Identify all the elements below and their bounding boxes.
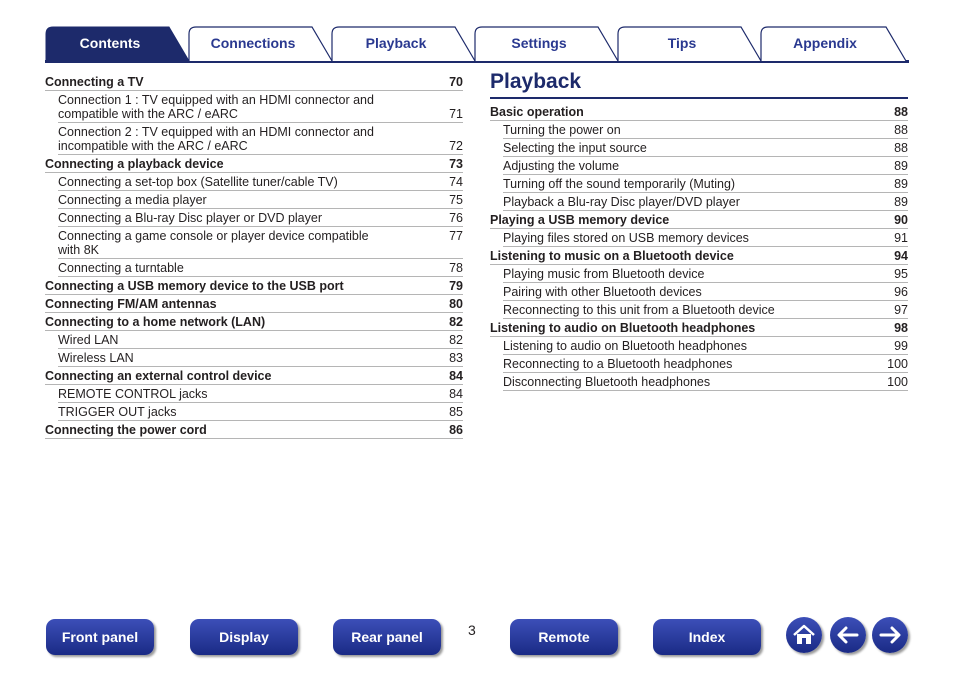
toc-entry-label: TRIGGER OUT jacks — [58, 405, 177, 419]
toc-entry-row[interactable] — [503, 175, 908, 193]
toc-page-number: 75 — [449, 193, 463, 207]
toc-entry-label: Wireless LAN — [58, 351, 134, 365]
arrow-left-icon — [835, 622, 861, 648]
toc-entry-label: Connecting a playback device — [45, 157, 224, 171]
toc-entry-label: Connecting a game console or player device compatible with 8K — [58, 229, 369, 257]
toc-entry-label: Connection 2 : TV equipped with an HDMI connector and incompatible with the ARC / eARC — [58, 125, 374, 153]
toc-entry-row[interactable] — [503, 193, 908, 211]
toc-entry-row[interactable] — [58, 173, 463, 191]
tab-tips[interactable] — [617, 26, 757, 60]
toc-entry-row[interactable] — [58, 123, 463, 155]
toc-entry-label: Turning off the sound temporarily (Muting) — [503, 177, 736, 191]
arrow-right-icon — [877, 622, 903, 648]
toc-page-number: 100 — [887, 375, 908, 389]
toc-page-number: 84 — [449, 369, 463, 383]
toc-page-number: 77 — [449, 229, 463, 243]
back-button[interactable] — [830, 617, 866, 653]
toc-entry-row[interactable] — [503, 157, 908, 175]
toc-heading-row[interactable] — [490, 211, 908, 229]
tab-playback[interactable] — [331, 26, 471, 60]
toc-page-number: 79 — [449, 279, 463, 293]
toc-heading-row[interactable] — [490, 247, 908, 265]
toc-heading-row[interactable] — [45, 313, 463, 331]
toc-entry-label: REMOTE CONTROL jacks — [58, 387, 208, 401]
toc-page-number: 85 — [449, 405, 463, 419]
toc-entry-label: Listening to music on a Bluetooth device — [490, 249, 734, 263]
toc-page-number: 94 — [894, 249, 908, 263]
toc-page-number: 89 — [894, 177, 908, 191]
toc-page-number: 90 — [894, 213, 908, 227]
toc-entry-label: Reconnecting to a Bluetooth headphones — [503, 357, 733, 371]
toc-entry-label: Listening to audio on Bluetooth headphones — [503, 339, 747, 353]
toc-entry-row[interactable] — [503, 283, 908, 301]
toc-entry-row[interactable] — [58, 259, 463, 277]
toc-page-number: 99 — [894, 339, 908, 353]
toc-entry-label: Listening to audio on Bluetooth headphones — [490, 321, 756, 335]
toc-page-number: 91 — [894, 231, 908, 245]
toc-entry-label: Basic operation — [490, 105, 584, 119]
tab-label: Playback — [365, 35, 427, 51]
toc-page-number: 83 — [449, 351, 463, 365]
toc-page-number: 71 — [449, 107, 463, 121]
toc-entry-row[interactable] — [503, 355, 908, 373]
toc-entry-label: Connection 1 : TV equipped with an HDMI connector and compatible with the ARC / eARC — [58, 93, 374, 121]
remote-button[interactable]: Remote — [510, 619, 618, 655]
toc-entry-row[interactable] — [503, 229, 908, 247]
toc-page-number: 73 — [449, 157, 463, 171]
toc-entry-label: Disconnecting Bluetooth headphones — [503, 375, 711, 389]
section-title: Playback — [490, 70, 908, 99]
home-button[interactable] — [786, 617, 822, 653]
tab-appendix[interactable] — [760, 26, 900, 60]
toc-entry-row[interactable] — [503, 139, 908, 157]
toc-page-number: 95 — [894, 267, 908, 281]
toc-entry-row[interactable] — [58, 209, 463, 227]
toc-heading-row[interactable] — [45, 277, 463, 295]
toc-heading-row[interactable] — [45, 73, 463, 91]
tab-settings[interactable] — [474, 26, 614, 60]
toc-heading-row[interactable] — [45, 421, 463, 439]
toc-entry-label: Connecting a turntable — [58, 261, 184, 275]
page-number: 3 — [468, 622, 476, 638]
toc-page-number: 89 — [894, 159, 908, 173]
toc-heading-row[interactable] — [490, 319, 908, 337]
toc-page-number: 88 — [894, 141, 908, 155]
toc-entry-row[interactable] — [58, 385, 463, 403]
tab-connections[interactable] — [188, 26, 328, 60]
toc-page-number: 78 — [449, 261, 463, 275]
toc-page-number: 88 — [894, 123, 908, 137]
tab-contents[interactable] — [45, 26, 185, 60]
toc-page-number: 70 — [449, 75, 463, 89]
tab-label: Appendix — [793, 35, 857, 51]
front-panel-button[interactable]: Front panel — [46, 619, 154, 655]
toc-heading-row[interactable] — [45, 155, 463, 173]
toc-page-number: 80 — [449, 297, 463, 311]
forward-button[interactable] — [872, 617, 908, 653]
toc-page-number: 100 — [887, 357, 908, 371]
toc-entry-label: Connecting a TV — [45, 75, 144, 89]
toc-entry-label: Connecting a media player — [58, 193, 207, 207]
toc-heading-row[interactable] — [45, 367, 463, 385]
toc-entry-label: Connecting a Blu-ray Disc player or DVD player — [58, 211, 322, 225]
tab-label: Settings — [511, 35, 567, 51]
toc-heading-row[interactable] — [45, 295, 463, 313]
toc-entry-label: Adjusting the volume — [503, 159, 620, 173]
toc-entry-label: Reconnecting to this unit from a Bluetooth device — [503, 303, 775, 317]
toc-page-number: 86 — [449, 423, 463, 437]
toc-page-number: 72 — [449, 139, 463, 153]
toc-entry-label: Connecting the power cord — [45, 423, 207, 437]
toc-entry-row[interactable] — [503, 301, 908, 319]
toc-entry-label: Selecting the input source — [503, 141, 647, 155]
toc-entry-row[interactable] — [503, 337, 908, 355]
toc-page-number: 97 — [894, 303, 908, 317]
tab-label: Connections — [210, 35, 296, 51]
toc-entry-row[interactable] — [58, 349, 463, 367]
display-button[interactable]: Display — [190, 619, 298, 655]
toc-entry-label: Playback a Blu-ray Disc player/DVD player — [503, 195, 740, 209]
toc-connections — [45, 73, 463, 439]
toc-page-number: 89 — [894, 195, 908, 209]
toc-entry-label: Turning the power on — [503, 123, 621, 137]
toc-entry-label: Connecting a USB memory device to the USB port — [45, 279, 344, 293]
toc-entry-row[interactable] — [503, 373, 908, 391]
toc-page-number: 82 — [449, 315, 463, 329]
home-icon — [791, 622, 817, 648]
toc-page-number: 98 — [894, 321, 908, 335]
tab-label: Contents — [79, 35, 141, 51]
toc-entry-row[interactable] — [503, 121, 908, 139]
toc-entry-label: Connecting FM/AM antennas — [45, 297, 217, 311]
tab-label: Tips — [667, 35, 697, 51]
toc-entry-label: Wired LAN — [58, 333, 119, 347]
toc-entry-label: Playing files stored on USB memory devices — [503, 231, 749, 245]
rear-panel-button[interactable]: Rear panel — [333, 619, 441, 655]
toc-entry-row[interactable] — [58, 227, 463, 259]
toc-page-number: 82 — [449, 333, 463, 347]
toc-entry-label: Connecting to a home network (LAN) — [45, 315, 266, 329]
toc-playback — [490, 103, 908, 391]
toc-page-number: 84 — [449, 387, 463, 401]
toc-entry-label: Playing music from Bluetooth device — [503, 267, 705, 281]
toc-page-number: 96 — [894, 285, 908, 299]
toc-entry-row[interactable] — [58, 191, 463, 209]
toc-page-number: 76 — [449, 211, 463, 225]
index-button[interactable]: Index — [653, 619, 761, 655]
toc-page-number: 74 — [449, 175, 463, 189]
toc-entry-label: Connecting an external control device — [45, 369, 272, 383]
toc-entry-row[interactable] — [58, 331, 463, 349]
toc-page-number: 88 — [894, 105, 908, 119]
toc-heading-row[interactable] — [490, 103, 908, 121]
toc-entry-label: Pairing with other Bluetooth devices — [503, 285, 702, 299]
toc-entry-row[interactable] — [503, 265, 908, 283]
toc-entry-label: Playing a USB memory device — [490, 213, 670, 227]
tab-bar — [45, 26, 909, 62]
toc-entry-row[interactable] — [58, 91, 463, 123]
toc-entry-label: Connecting a set-top box (Satellite tuner/cable TV) — [58, 175, 338, 189]
toc-entry-row[interactable] — [58, 403, 463, 421]
